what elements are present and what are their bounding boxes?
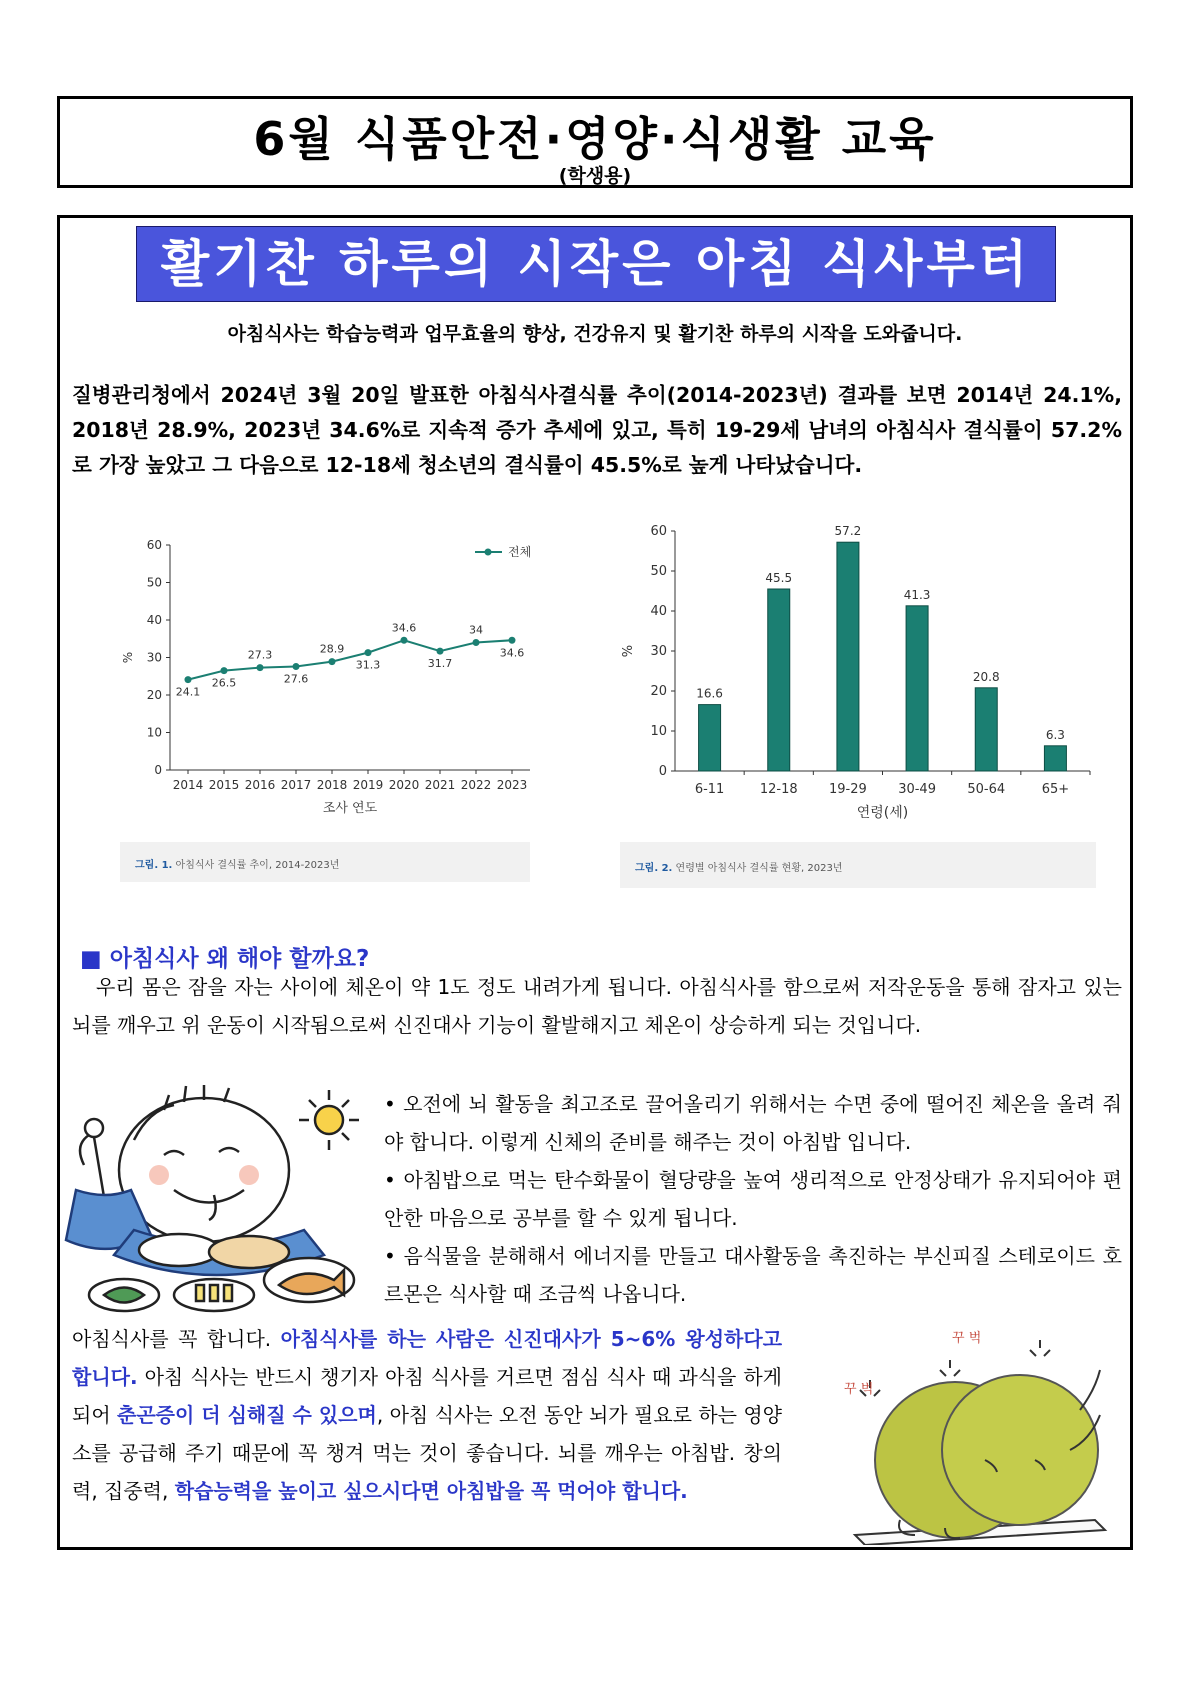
x-tick-label: 2017 <box>280 778 312 792</box>
x-tick-label: 2022 <box>460 778 492 792</box>
bar <box>699 705 721 771</box>
x-axis-label: 연령(세) <box>856 805 909 821</box>
data-label: 28.9 <box>319 642 345 656</box>
bar <box>975 688 997 771</box>
data-point <box>509 637 516 644</box>
x-tick-label: 2021 <box>424 778 456 792</box>
data-point <box>329 658 336 665</box>
data-point <box>365 649 372 656</box>
data-label: 24.1 <box>175 685 201 699</box>
y-tick-label: 20 <box>146 688 162 702</box>
x-tick-label: 2023 <box>496 778 528 792</box>
y-tick-label: 50 <box>146 575 162 590</box>
bar-value-label: 6.3 <box>1045 727 1065 742</box>
section-heading: ■ 아침식사 왜 해야 할까요? <box>80 946 370 972</box>
data-label: 34.6 <box>391 621 417 635</box>
y-tick-label: 40 <box>650 604 667 619</box>
bar <box>768 589 790 771</box>
data-point <box>257 664 264 671</box>
data-label: 31.7 <box>427 657 453 671</box>
y-tick-label: 30 <box>146 650 162 665</box>
page-subtitle: (학생용) <box>558 165 632 187</box>
y-tick-label: 60 <box>650 524 667 539</box>
bar-value-label: 45.5 <box>765 571 793 585</box>
data-label: 31.3 <box>355 658 381 672</box>
data-label: 26.5 <box>211 676 237 690</box>
y-tick-label: 10 <box>650 724 667 739</box>
x-tick-label: 50-64 <box>967 782 1006 797</box>
caption-1-num: 그림. 1. <box>135 860 173 871</box>
section-paragraph: 우리 몸은 잠을 자는 사이에 체온이 약 1도 정도 내려가게 됩니다. 아침식사를 함으로써 저작운동을 통해 잠자고 있는 뇌를 깨우고 위 운동이 시작됨으로써 신진대사 기능이 활발해지고 체온이 상승하게 되는 것입니다. <box>72 975 1122 1037</box>
caption-2-text: 연령별 아침식사 결식률 현황, 2023년 <box>675 863 843 874</box>
x-tick-label: 2020 <box>388 778 420 792</box>
data-point <box>221 667 228 674</box>
bar-value-label: 16.6 <box>696 686 723 701</box>
bar-chart-caption <box>620 842 1096 888</box>
bullet-list <box>384 1085 1122 1313</box>
closing-text-2: 아침 식사는 반드시 챙기자 아침 식사를 거르면 점심 식사 때 과식을 하게 되어 <box>72 1365 782 1427</box>
caption-2-num: 그림. 2. <box>635 863 673 874</box>
legend-label: 전체 <box>508 545 532 559</box>
bow-sound-1: 꾸 벅 <box>952 1331 982 1346</box>
data-point <box>473 639 480 646</box>
y-tick-label: 0 <box>154 763 162 777</box>
summary-line: 아침식사는 학습능력과 업무효율의 향상, 건강유지 및 활기찬 하루의 시작을 도와줍니다. <box>227 323 963 345</box>
caption-1-text: 아침식사 결식률 추이, 2014-2023년 <box>175 860 340 871</box>
y-tick-label: 40 <box>146 613 162 627</box>
topic-banner: 활기찬 하루의 시작은 아침 식사부터 <box>136 226 1056 302</box>
bullet-item-2: • 아침밥으로 먹는 탄수화물이 혈당량을 높여 생리적으로 안정상태가 유지되어야 편안한 마음으로 공부를 할 수 있게 됩니다. <box>384 1168 1122 1230</box>
data-point <box>401 637 408 644</box>
y-tick-label: 10 <box>146 725 162 740</box>
y-tick-label: 50 <box>650 564 667 579</box>
closing-text-3: , 아침 식사는 오전 동안 뇌가 필요로 하는 영양소를 공급해 주기 때문에 꼭 챙겨 먹는 것이 좋습니다. 뇌를 깨우는 아침밥. 창의력, 집중력, <box>72 1403 782 1503</box>
x-tick-label: 12-18 <box>759 782 798 797</box>
x-tick-label: 2015 <box>208 778 240 792</box>
x-tick-label: 2016 <box>244 778 276 792</box>
data-label: 34.6 <box>499 646 525 660</box>
closing-highlight-3: 학습능력을 높이고 싶으시다면 아침밥을 꼭 먹어야 합니다. <box>174 1479 688 1503</box>
bar <box>837 542 859 771</box>
legend-marker <box>485 549 492 556</box>
bar-chart <box>610 518 1100 838</box>
x-tick-label: 2018 <box>316 778 348 792</box>
bar-value-label: 57.2 <box>834 524 862 539</box>
bullet-item-1: • 오전에 뇌 활동을 최고조로 끌어올리기 위해서는 수면 중에 떨어진 체온을 올려 줘야 합니다. 이렇게 신체의 준비를 해주는 것이 아침밥 입니다. <box>384 1092 1122 1154</box>
closing-highlight-1: 아침식사를 하는 사람은 신진대사가 5~6% 왕성하다고 합니다. <box>72 1327 783 1389</box>
y-tick-label: 20 <box>650 684 667 699</box>
bullet-item-3: • 음식물을 분해해서 에너지를 만들고 대사활동을 촉진하는 부신피질 스테로이드 호르몬은 식사할 때 조금씩 나옵니다. <box>384 1244 1122 1306</box>
closing-paragraph <box>72 1320 782 1510</box>
page-title: 6월 식품안전·영양·식생활 교육 <box>253 112 937 166</box>
closing-highlight-2: 춘곤증이 더 심해질 수 있으며 <box>117 1403 377 1427</box>
bar <box>906 606 928 771</box>
intro-paragraph: 질병관리청에서 2024년 3월 20일 발표한 아침식사결식률 추이(2014-2023년) 결과를 보면 2014년 24.1%, 2018년 28.9%, 2023년 34.6%로 지속적 증가 추세에 있고, 특히 19-29세 남녀의 아침식사 결식률이 57.2%로 가장 높았고 그 다음으로 12-18세 청소년의 결식률이 45.5%로 높게 나타났습니다. <box>72 383 1122 477</box>
x-tick-label: 30-49 <box>898 782 936 797</box>
bow-sound-2: 꾸 벅 <box>844 1382 874 1397</box>
x-tick-label: 65+ <box>1041 782 1070 797</box>
data-label: 27.6 <box>283 672 309 686</box>
bowing-illustration <box>840 1330 1120 1545</box>
line-chart <box>110 525 540 835</box>
y-tick-label: 60 <box>146 538 162 552</box>
series-line <box>188 640 512 679</box>
y-axis-label: % <box>121 651 135 664</box>
bar-value-label: 20.8 <box>972 669 1000 684</box>
x-tick-label: 19-29 <box>829 782 867 797</box>
data-point <box>185 676 192 683</box>
y-axis-label: % <box>621 644 636 658</box>
x-tick-label: 6-11 <box>694 782 725 797</box>
data-label: 34 <box>469 623 483 637</box>
header-box <box>57 96 1133 188</box>
y-tick-label: 30 <box>650 644 667 659</box>
boy-eating-illustration <box>64 1080 374 1320</box>
data-point <box>437 648 444 655</box>
bar <box>1044 746 1066 771</box>
x-tick-label: 2014 <box>172 778 204 792</box>
line-chart-caption <box>120 842 530 882</box>
y-tick-label: 0 <box>658 764 667 779</box>
closing-text-1: 아침식사를 꼭 합니다. <box>72 1327 281 1351</box>
x-tick-label: 2019 <box>352 778 384 792</box>
data-point <box>293 663 300 670</box>
data-label: 27.3 <box>247 648 273 662</box>
bar-value-label: 41.3 <box>903 587 931 602</box>
x-axis-label: 조사 연도 <box>322 801 378 816</box>
